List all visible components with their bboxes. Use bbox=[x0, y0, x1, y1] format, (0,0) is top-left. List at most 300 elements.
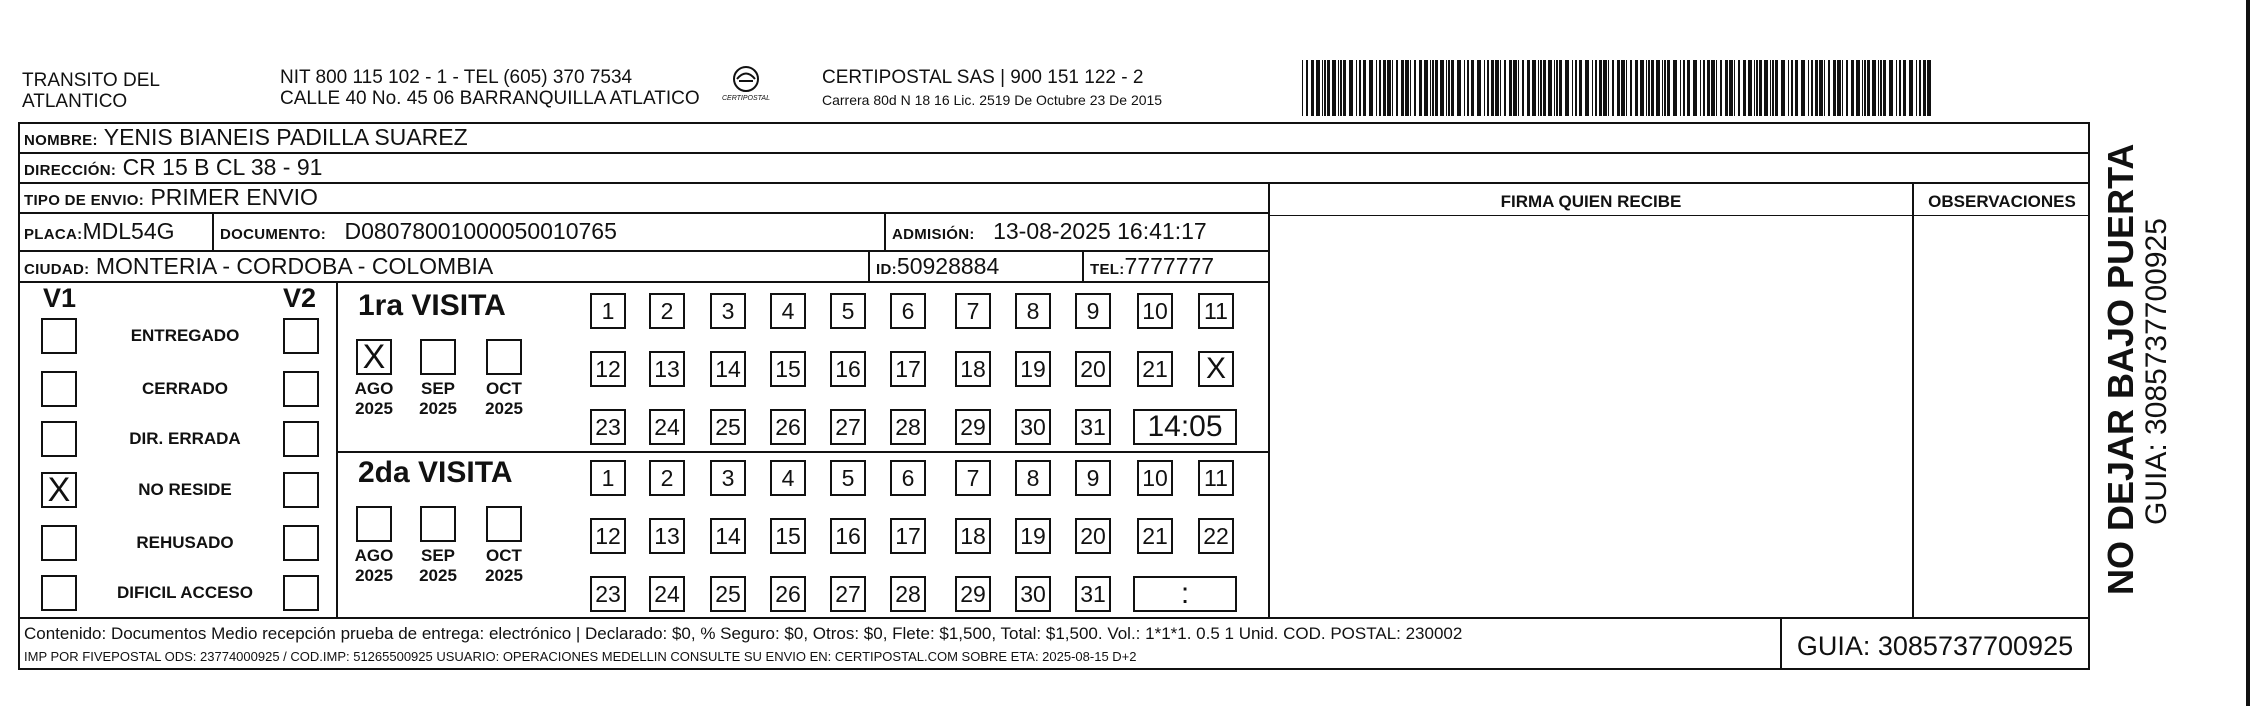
barcode-bar bbox=[1756, 60, 1758, 116]
barcode-bar bbox=[1359, 60, 1361, 116]
barcode-bar bbox=[1356, 60, 1357, 116]
barcode-bar bbox=[1754, 60, 1755, 116]
month-label bbox=[410, 546, 466, 586]
day-box[interactable]: 23 bbox=[590, 409, 626, 445]
company-line: CERTIPOSTAL SAS | 900 151 122 - 2 bbox=[822, 67, 1144, 88]
license-line: Carrera 80d N 18 16 Lic. 2519 De Octubre 23 De 2015 bbox=[822, 92, 1163, 108]
barcode-bar bbox=[1919, 60, 1921, 116]
day-box[interactable]: 13 bbox=[649, 518, 685, 554]
barcode-bar bbox=[1664, 60, 1666, 116]
month-year: 2025 bbox=[355, 566, 393, 585]
barcode-bar bbox=[1772, 60, 1774, 116]
day-box[interactable]: 14 bbox=[710, 351, 746, 387]
barcode-bar bbox=[1477, 60, 1481, 116]
barcode-bar bbox=[1338, 60, 1339, 116]
day-box[interactable]: 19 bbox=[1015, 518, 1051, 554]
status-label: CERRADO bbox=[142, 379, 228, 398]
barcode-bar bbox=[1543, 60, 1546, 116]
no-dejar-warning: NO DEJAR BAJO PUERTA bbox=[2100, 143, 2141, 595]
barcode-bar bbox=[1720, 60, 1722, 116]
city-cell bbox=[24, 253, 493, 283]
admission-cell bbox=[892, 218, 1207, 248]
barcode-bar bbox=[1725, 60, 1728, 116]
barcode-bar bbox=[1680, 60, 1681, 116]
barcode-bar bbox=[1612, 60, 1614, 116]
v2-checkbox[interactable] bbox=[283, 525, 319, 561]
barcode-bar bbox=[1880, 60, 1882, 116]
barcode-bar bbox=[1640, 60, 1644, 116]
barcode-bar bbox=[1504, 60, 1506, 116]
day-box[interactable]: 11 bbox=[1198, 293, 1234, 329]
barcode-bar bbox=[1791, 60, 1793, 116]
month-name: AGO bbox=[354, 546, 394, 565]
company-info bbox=[822, 67, 1162, 109]
barcode-bar bbox=[1527, 60, 1530, 116]
month-name: AGO bbox=[354, 379, 394, 398]
barcode-bar bbox=[1316, 60, 1320, 116]
barcode-bar bbox=[1927, 60, 1931, 116]
day-box[interactable]: 15 bbox=[770, 351, 806, 387]
nit-line: NIT 800 115 102 - 1 - TEL (605) 370 7534 bbox=[280, 67, 633, 88]
page-edge bbox=[2246, 0, 2250, 706]
status-label: NO RESIDE bbox=[138, 480, 232, 499]
barcode-bar bbox=[1575, 60, 1577, 116]
barcode-bar bbox=[1405, 60, 1409, 116]
day-box[interactable]: 29 bbox=[955, 576, 991, 612]
barcode-bar bbox=[1322, 60, 1323, 116]
barcode-bar bbox=[1648, 60, 1650, 116]
barcode-bar bbox=[1410, 60, 1411, 116]
v1-checkbox[interactable] bbox=[41, 525, 77, 561]
org-contact bbox=[280, 67, 700, 109]
day-box[interactable]: 27 bbox=[830, 576, 866, 612]
day-box[interactable]: 8 bbox=[1015, 460, 1051, 496]
barcode-bar bbox=[1828, 60, 1830, 116]
day-box[interactable]: 16 bbox=[830, 518, 866, 554]
day-box[interactable]: 16 bbox=[830, 351, 866, 387]
barcode-bar bbox=[1572, 60, 1573, 116]
day-box[interactable]: 29 bbox=[955, 409, 991, 445]
document-value: D08078001000050010765 bbox=[344, 218, 617, 244]
id-label: ID: bbox=[876, 261, 897, 278]
day-box[interactable]: 17 bbox=[890, 351, 926, 387]
status-label: DIR. ERRADA bbox=[129, 429, 241, 448]
month-label bbox=[346, 379, 402, 419]
day-box[interactable]: 23 bbox=[590, 576, 626, 612]
day-box[interactable]: 8 bbox=[1015, 293, 1051, 329]
barcode-bar bbox=[1788, 60, 1789, 116]
v2-checkbox[interactable] bbox=[283, 472, 319, 508]
barcode-bar bbox=[1889, 60, 1893, 116]
barcode-bar bbox=[1711, 60, 1715, 116]
barcode-bar bbox=[1824, 60, 1825, 116]
barcode-bar bbox=[1306, 60, 1308, 116]
day-box[interactable]: 18 bbox=[955, 518, 991, 554]
barcode-bar bbox=[1795, 60, 1798, 116]
day-box[interactable]: 2 bbox=[649, 293, 685, 329]
barcode-bar bbox=[1396, 60, 1398, 116]
barcode-bar bbox=[1764, 60, 1768, 116]
day-box[interactable]: 28 bbox=[890, 409, 926, 445]
day-box[interactable]: 6 bbox=[890, 460, 926, 496]
v1-checkbox[interactable] bbox=[41, 371, 77, 407]
barcode-bar bbox=[1759, 60, 1762, 116]
v1-checkbox[interactable] bbox=[41, 318, 77, 354]
barcode-bar bbox=[1579, 60, 1582, 116]
shipping-label: TIPO DE ENVIO: bbox=[24, 192, 145, 209]
barcode-bar bbox=[1626, 60, 1627, 116]
day-box[interactable]: 21 bbox=[1137, 518, 1173, 554]
month-name: OCT bbox=[486, 546, 522, 565]
v2-checkbox[interactable] bbox=[283, 575, 319, 611]
month-checkbox[interactable] bbox=[486, 339, 522, 375]
day-box[interactable]: 21 bbox=[1137, 351, 1173, 387]
month-year: 2025 bbox=[485, 566, 523, 585]
day-box[interactable]: 3 bbox=[710, 460, 746, 496]
day-box[interactable]: 12 bbox=[590, 518, 626, 554]
address-value: CR 15 B CL 38 - 91 bbox=[122, 154, 323, 180]
v2-heading: V2 bbox=[283, 283, 317, 313]
status-label: ENTREGADO bbox=[130, 326, 240, 345]
status-label: REHUSADO bbox=[136, 533, 234, 552]
visit1-title: 1ra VISITA bbox=[358, 289, 506, 322]
tel-cell bbox=[1090, 253, 1214, 283]
barcode-bar bbox=[1343, 60, 1346, 116]
barcode-bar bbox=[1556, 60, 1558, 116]
month-name: OCT bbox=[486, 379, 522, 398]
tel-label: TEL: bbox=[1090, 261, 1125, 278]
name-label: NOMBRE: bbox=[24, 132, 98, 149]
barcode-bar bbox=[1878, 60, 1879, 116]
barcode-bar bbox=[1673, 60, 1677, 116]
day-box[interactable]: 20 bbox=[1075, 351, 1111, 387]
barcode-bar bbox=[1693, 60, 1697, 116]
barcode-bar bbox=[1801, 60, 1805, 116]
day-box[interactable]: 14 bbox=[710, 518, 746, 554]
barcode-bar bbox=[1651, 60, 1654, 116]
barcode-bar bbox=[1565, 60, 1569, 116]
barcode-bar bbox=[1775, 60, 1778, 116]
barcode-bar bbox=[1500, 60, 1501, 116]
barcode-bar bbox=[1856, 60, 1860, 116]
barcode-bar bbox=[1446, 60, 1447, 116]
barcode-bar bbox=[1532, 60, 1536, 116]
tel-divider bbox=[1082, 250, 1084, 281]
plate-label: PLACA: bbox=[24, 226, 83, 243]
heading-underline bbox=[1270, 215, 2090, 216]
day-box[interactable]: 31 bbox=[1075, 409, 1111, 445]
v2-checkbox[interactable] bbox=[283, 421, 319, 457]
month-label bbox=[476, 379, 532, 419]
barcode bbox=[1302, 60, 1935, 116]
v1-checkbox[interactable]: X bbox=[41, 472, 77, 508]
barcode-bar bbox=[1471, 60, 1474, 116]
status-divider bbox=[336, 281, 338, 619]
city-value: MONTERIA - CORDOBA - COLOMBIA bbox=[95, 253, 494, 279]
barcode-bar bbox=[1903, 60, 1906, 116]
barcode-bar bbox=[1743, 60, 1746, 116]
barcode-bar bbox=[1851, 60, 1854, 116]
day-box[interactable]: 9 bbox=[1075, 293, 1111, 329]
day-box[interactable]: 31 bbox=[1075, 576, 1111, 612]
month-label bbox=[476, 546, 532, 586]
barcode-bar bbox=[1509, 60, 1512, 116]
barcode-bar bbox=[1707, 60, 1710, 116]
id-value: 50928884 bbox=[896, 253, 1000, 279]
document-cell bbox=[220, 218, 617, 248]
v2-checkbox[interactable] bbox=[283, 318, 319, 354]
barcode-bar bbox=[1424, 60, 1428, 116]
barcode-bar bbox=[1748, 60, 1752, 116]
month-year: 2025 bbox=[485, 399, 523, 418]
day-box[interactable]: 18 bbox=[955, 351, 991, 387]
content-line: Contenido: Documentos Medio recepción prueba de entrega: electrónico | Declarado: $0, % Seguro: $0, Otros: $0, Flete: $1,500, Total: $1,500. Vol.: 1*1*1. 0.5 1 Unid. COD. POSTAL: 230002 bbox=[24, 624, 1463, 643]
month-checkbox[interactable] bbox=[420, 339, 456, 375]
shipping-row bbox=[24, 184, 318, 214]
document-label: DOCUMENTO: bbox=[220, 226, 327, 243]
admission-label: ADMISIÓN: bbox=[892, 226, 975, 243]
day-box[interactable]: 2 bbox=[649, 460, 685, 496]
day-box[interactable]: 25 bbox=[710, 576, 746, 612]
barcode-bar bbox=[1369, 60, 1373, 116]
day-box[interactable]: 15 bbox=[770, 518, 806, 554]
day-box[interactable]: 30 bbox=[1015, 576, 1051, 612]
org-line-1: TRANSITO DEL bbox=[22, 70, 160, 91]
barcode-bar bbox=[1522, 60, 1524, 116]
imp-line: IMP POR FIVEPOSTAL ODS: 23774000925 / COD.IMP: 51265500925 USUARIO: OPERACIONES MEDELLIN CONSULTE SU ENVIO EN: CERTIPOSTAL.COM SOBRE ETA: 2025-08-15 D+2 bbox=[24, 649, 1137, 664]
month-label bbox=[410, 379, 466, 419]
barcode-bar bbox=[1432, 60, 1434, 116]
plate-divider bbox=[212, 212, 214, 250]
day-box[interactable]: 11 bbox=[1198, 460, 1234, 496]
month-name: SEP bbox=[420, 546, 456, 565]
row-divider bbox=[18, 182, 2090, 184]
barcode-bar bbox=[1464, 60, 1465, 116]
barcode-bar bbox=[1872, 60, 1876, 116]
barcode-bar bbox=[1662, 60, 1663, 116]
day-box[interactable]: 22 bbox=[1198, 518, 1234, 554]
barcode-bar bbox=[1700, 60, 1701, 116]
barcode-bar bbox=[1419, 60, 1422, 116]
certipostal-logo bbox=[712, 64, 780, 106]
month-year: 2025 bbox=[419, 399, 457, 418]
org-line-2: ATLANTICO bbox=[22, 91, 128, 112]
barcode-bar bbox=[1683, 60, 1685, 116]
barcode-bar bbox=[1559, 60, 1562, 116]
barcode-bar bbox=[1513, 60, 1517, 116]
day-box[interactable]: 26 bbox=[770, 576, 806, 612]
v1-checkbox[interactable] bbox=[41, 575, 77, 611]
barcode-bar bbox=[1448, 60, 1450, 116]
barcode-bar bbox=[1617, 60, 1620, 116]
barcode-bar bbox=[1491, 60, 1494, 116]
barcode-bar bbox=[1729, 60, 1733, 116]
barcode-bar bbox=[1487, 60, 1489, 116]
barcode-bar bbox=[1635, 60, 1638, 116]
visit2-title: 2da VISITA bbox=[358, 456, 513, 489]
day-box[interactable]: 7 bbox=[955, 293, 991, 329]
day-box[interactable]: 1 bbox=[590, 460, 626, 496]
barcode-bar bbox=[1603, 60, 1607, 116]
barcode-bar bbox=[1864, 60, 1866, 116]
org-name bbox=[22, 70, 160, 112]
barcode-bar bbox=[1646, 60, 1647, 116]
barcode-bar bbox=[1734, 60, 1735, 116]
barcode-bar bbox=[1401, 60, 1404, 116]
barcode-bar bbox=[1896, 60, 1897, 116]
barcode-bar bbox=[1495, 60, 1499, 116]
barcode-bar bbox=[1630, 60, 1632, 116]
month-checkbox[interactable] bbox=[420, 506, 456, 542]
time-box[interactable]: : bbox=[1133, 576, 1237, 612]
day-box[interactable]: 19 bbox=[1015, 351, 1051, 387]
name-row bbox=[24, 124, 468, 154]
day-box[interactable]: 24 bbox=[649, 409, 685, 445]
barcode-bar bbox=[1311, 60, 1314, 116]
barcode-bar bbox=[1585, 60, 1589, 116]
barcode-bar bbox=[1899, 60, 1901, 116]
barcode-bar bbox=[1302, 60, 1303, 116]
day-box[interactable]: 4 bbox=[770, 460, 806, 496]
barcode-bar bbox=[1867, 60, 1870, 116]
barcode-bar bbox=[1883, 60, 1886, 116]
barcode-bar bbox=[1808, 60, 1809, 116]
barcode-bar bbox=[1703, 60, 1705, 116]
v1-heading: V1 bbox=[43, 283, 77, 313]
id-cell bbox=[876, 253, 999, 283]
observations-col-left bbox=[1912, 182, 1914, 619]
day-box[interactable]: 10 bbox=[1137, 460, 1173, 496]
day-box[interactable]: 24 bbox=[649, 576, 685, 612]
day-box[interactable]: 1 bbox=[590, 293, 626, 329]
barcode-bar bbox=[1770, 60, 1771, 116]
barcode-bar bbox=[1376, 60, 1377, 116]
day-box[interactable]: 26 bbox=[770, 409, 806, 445]
barcode-bar bbox=[1340, 60, 1342, 116]
address-row bbox=[24, 154, 322, 184]
day-box[interactable]: 20 bbox=[1075, 518, 1111, 554]
month-name: SEP bbox=[420, 379, 456, 398]
day-box[interactable]: 4 bbox=[770, 293, 806, 329]
day-box[interactable]: 27 bbox=[830, 409, 866, 445]
barcode-bar bbox=[1819, 60, 1823, 116]
city-label: CIUDAD: bbox=[24, 261, 90, 278]
barcode-bar bbox=[1667, 60, 1670, 116]
barcode-bar bbox=[1781, 60, 1785, 116]
day-box[interactable]: 3 bbox=[710, 293, 746, 329]
barcode-bar bbox=[1592, 60, 1593, 116]
status-label: DIFICIL ACCESO bbox=[116, 583, 253, 602]
barcode-bar bbox=[1484, 60, 1485, 116]
day-box[interactable]: 10 bbox=[1137, 293, 1173, 329]
barcode-bar bbox=[1383, 60, 1386, 116]
name-value: YENIS BIANEIS PADILLA SUAREZ bbox=[103, 124, 468, 150]
day-box[interactable]: 9 bbox=[1075, 460, 1111, 496]
shipping-value: PRIMER ENVIO bbox=[150, 184, 318, 210]
day-box[interactable]: X bbox=[1198, 351, 1234, 387]
side-guia: GUIA: 3085737700925 bbox=[2140, 218, 2173, 525]
barcode-bar bbox=[1923, 60, 1926, 116]
barcode-bar bbox=[1467, 60, 1469, 116]
barcode-bar bbox=[1842, 60, 1843, 116]
admission-value: 13-08-2025 16:41:17 bbox=[993, 218, 1207, 244]
day-box[interactable]: 28 bbox=[890, 576, 926, 612]
barcode-bar bbox=[1538, 60, 1539, 116]
day-box[interactable]: 12 bbox=[590, 351, 626, 387]
barcode-bar bbox=[1599, 60, 1602, 116]
barcode-bar bbox=[1324, 60, 1326, 116]
barcode-bar bbox=[1687, 60, 1690, 116]
barcode-bar bbox=[1815, 60, 1818, 116]
day-box[interactable]: 5 bbox=[830, 460, 866, 496]
time-box[interactable]: 14:05 bbox=[1133, 409, 1237, 445]
day-box[interactable]: 13 bbox=[649, 351, 685, 387]
barcode-bar bbox=[1440, 60, 1444, 116]
day-box[interactable]: 5 bbox=[830, 293, 866, 329]
barcode-bar bbox=[1862, 60, 1863, 116]
barcode-bar bbox=[1716, 60, 1717, 116]
barcode-bar bbox=[1738, 60, 1740, 116]
month-year: 2025 bbox=[419, 566, 457, 585]
barcode-bar bbox=[1363, 60, 1366, 116]
barcode-bar bbox=[1518, 60, 1519, 116]
month-checkbox[interactable] bbox=[356, 506, 392, 542]
logo-text: CERTIPOSTAL bbox=[722, 95, 770, 102]
barcode-bar bbox=[1554, 60, 1555, 116]
barcode-bar bbox=[1833, 60, 1836, 116]
barcode-bar bbox=[1656, 60, 1660, 116]
month-year: 2025 bbox=[355, 399, 393, 418]
barcode-bar bbox=[1457, 60, 1461, 116]
barcode-bar bbox=[1621, 60, 1625, 116]
barcode-bar bbox=[1327, 60, 1330, 116]
day-box[interactable]: 6 bbox=[890, 293, 926, 329]
day-box[interactable]: 7 bbox=[955, 460, 991, 496]
admission-divider bbox=[884, 212, 886, 250]
barcode-bar bbox=[1811, 60, 1813, 116]
barcode-bar bbox=[1451, 60, 1454, 116]
signature-heading: FIRMA QUIEN RECIBE bbox=[1500, 192, 1682, 211]
barcode-bar bbox=[1414, 60, 1416, 116]
barcode-bar bbox=[1430, 60, 1431, 116]
barcode-bar bbox=[1916, 60, 1917, 116]
v2-checkbox[interactable] bbox=[283, 371, 319, 407]
month-label bbox=[346, 546, 402, 586]
barcode-bar bbox=[1435, 60, 1438, 116]
barcode-bar bbox=[1392, 60, 1393, 116]
tel-value: 7777777 bbox=[1124, 253, 1215, 279]
barcode-bar bbox=[1548, 60, 1552, 116]
barcode-bar bbox=[1909, 60, 1913, 116]
month-checkbox[interactable] bbox=[486, 506, 522, 542]
barcode-bar bbox=[1387, 60, 1391, 116]
plate-value: MDL54G bbox=[82, 218, 175, 244]
barcode-bar bbox=[1540, 60, 1542, 116]
day-box[interactable]: 17 bbox=[890, 518, 926, 554]
observations-heading: OBSERVACIONES bbox=[1928, 192, 2076, 211]
barcode-bar bbox=[1349, 60, 1353, 116]
v1-checkbox[interactable] bbox=[41, 421, 77, 457]
day-box[interactable]: 25 bbox=[710, 409, 746, 445]
barcode-bar bbox=[1608, 60, 1609, 116]
month-checkbox[interactable]: X bbox=[356, 339, 392, 375]
day-box[interactable]: 30 bbox=[1015, 409, 1051, 445]
barcode-bar bbox=[1837, 60, 1841, 116]
guia-box: GUIA: 3085737700925 bbox=[1796, 630, 2074, 661]
plate-cell bbox=[24, 218, 175, 248]
address-label: DIRECCIÓN: bbox=[24, 162, 117, 179]
barcode-bar bbox=[1595, 60, 1597, 116]
